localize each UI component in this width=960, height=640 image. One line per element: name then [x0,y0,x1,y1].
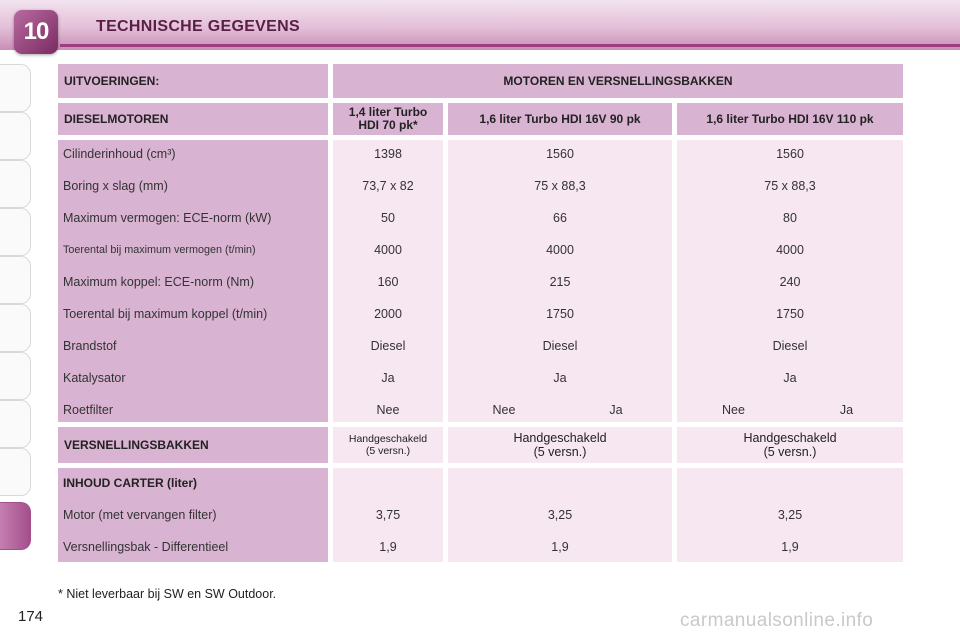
gearbox-engine2-line2: (5 versn.) [533,445,587,459]
engine2-header [448,103,672,135]
gearbox-engine1 [333,427,443,463]
spec-value-engine1: Ja [381,371,395,385]
engine1-header [333,103,443,135]
spec-label-roetfilter: Roetfilter [63,403,114,417]
chapter-tabs [0,64,34,576]
capacity-value-engine1: 3,75 [375,508,401,522]
engine3-label: 1,6 liter Turbo HDI 16V 110 pk [706,112,874,126]
gearbox-engine3-line2: (5 versn.) [763,445,817,459]
header-col-uitvoeringen [58,64,328,98]
dieselmotoren-label: DIESELMOTOREN [64,112,169,126]
spec-value-engine2: 215 [549,275,571,289]
spec-value-engine1: Diesel [370,339,406,353]
chapter-tab[interactable] [0,448,31,496]
spec-label: Katalysator [63,371,126,385]
chapter-tab[interactable] [0,256,31,304]
spec-label: Maximum koppel: ECE-norm (Nm) [63,275,255,289]
spec-value-engine1: 2000 [374,307,402,321]
capacity-value-engine1: 1,9 [379,540,397,554]
header-col-motoren [333,64,903,98]
engine2-label: 1,6 liter Turbo HDI 16V 90 pk [479,112,641,126]
spec-value-engine2: 1560 [546,147,574,161]
spec-value-engine3: 4000 [776,243,804,257]
gearbox-label: VERSNELLINGSBAKKEN [64,438,209,452]
gearbox-header [58,427,328,463]
spec-value-engine1: 4000 [374,243,402,257]
spec-value-engine3: 75 x 88,3 [764,179,816,193]
chapter-tab[interactable] [0,400,31,448]
chapter-tab[interactable] [0,160,31,208]
watermark: carmanualsonline.info [680,610,874,631]
capacity-value-engine3: 3,25 [777,508,803,522]
roetfilter-engine3-b: Ja [839,403,854,417]
spec-label: Toerental bij maximum koppel (t/min) [63,307,268,321]
roetfilter-engine1: Nee [376,403,400,417]
spec-value-engine1: 50 [381,211,395,225]
spec-value-engine3: 1750 [776,307,804,321]
roetfilter-engine2-b: Ja [609,403,623,417]
header-divider [60,44,960,47]
gearbox-engine3 [677,427,903,463]
chapter-tab-active[interactable] [0,502,31,550]
spec-value-engine2: 75 x 88,3 [534,179,586,193]
footnote: * Niet leverbaar bij SW en SW Outdoor. [58,587,277,601]
page-title: TECHNISCHE GEGEVENS [96,18,300,35]
spec-value-engine3: Ja [783,371,797,385]
gearbox-engine2 [448,427,672,463]
spec-label: Maximum vermogen: ECE-norm (kW) [63,211,272,225]
capacity-value-engine3: 1,9 [781,540,799,554]
chapter-tab[interactable] [0,352,31,400]
spec-value-engine3: Diesel [772,339,808,353]
spec-value-engine3: 1560 [776,147,804,161]
spec-label: Boring x slag (mm) [63,179,168,193]
spec-value-engine2: 4000 [546,243,574,257]
spec-value-engine3: 240 [779,275,801,289]
capacity-value-engine2: 1,9 [551,540,569,554]
chapter-tab[interactable] [0,112,31,160]
engine1-label-line1: 1,4 liter Turbo [348,105,428,119]
chapter-tab[interactable] [0,208,31,256]
capacity-title: INHOUD CARTER (liter) [63,476,197,490]
capacity-label: Versnellingsbak - Differentieel [63,540,229,554]
engine3-header [677,103,903,135]
header-col-motoren-label: MOTOREN EN VERSNELLINGSBAKKEN [503,74,733,88]
roetfilter-engine2-a: Nee [492,403,516,417]
gearbox-engine3-line1: Handgeschakeld [743,431,837,445]
spec-value-engine2: Diesel [542,339,578,353]
capacity-value-engine2: 3,25 [547,508,573,522]
spec-label: Brandstof [63,339,117,353]
spec-value-engine2: 1750 [546,307,574,321]
page-number: 174 [18,608,44,625]
gearbox-engine1-line2: (5 versn.) [365,445,411,457]
spec-value-engine1: 73,7 x 82 [362,179,414,193]
chapter-tab[interactable] [0,64,31,112]
spec-label: Toerental bij maximum vermogen (t/min) [63,244,256,256]
spec-value-engine1: 1398 [374,147,402,161]
spec-value-engine2: 66 [553,211,567,225]
header-col-uitvoeringen-label: UITVOERINGEN: [64,74,160,88]
chapter-tab[interactable] [0,304,31,352]
capacity-label: Motor (met vervangen filter) [63,508,217,522]
dieselmotoren-header [58,103,328,135]
spec-value-engine3: 80 [783,211,797,225]
engine1-label-line2: HDI 70 pk* [358,118,418,132]
spec-label: Cilinderinhoud (cm³) [63,147,176,161]
gearbox-engine1-line1: Handgeschakeld [348,433,428,445]
spec-value-engine2: Ja [553,371,567,385]
spec-value-engine1: 160 [377,275,399,289]
chapter-badge: 10 [14,10,58,54]
roetfilter-engine3-a: Nee [722,403,745,417]
gearbox-engine2-line1: Handgeschakeld [513,431,607,445]
